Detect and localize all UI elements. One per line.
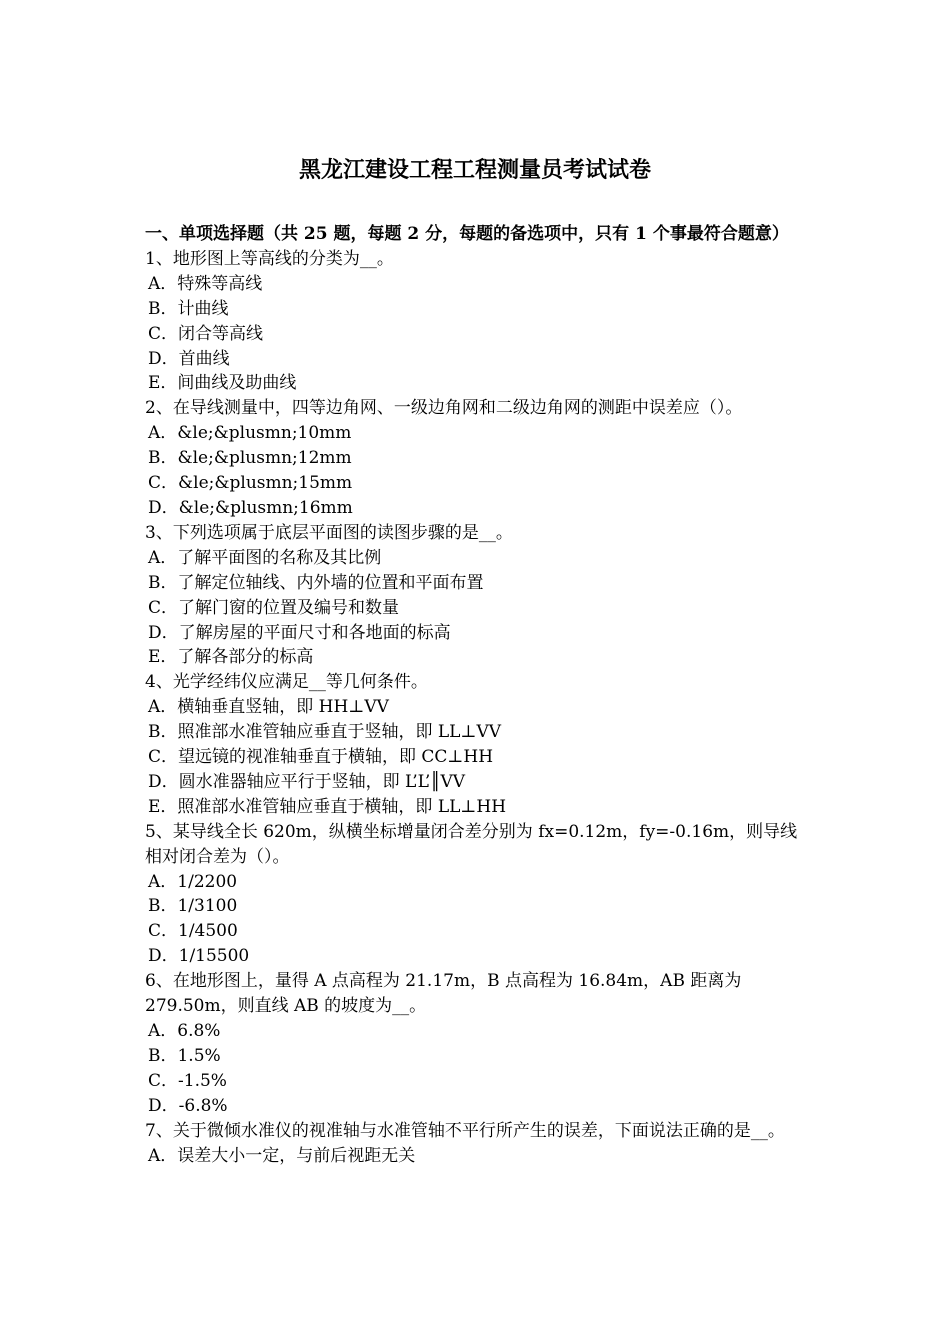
option-c: C．望远镜的视准轴垂直于横轴，即 CC⊥HH <box>148 747 494 768</box>
question-text: 6、在地形图上，量得 A 点高程为 21.17m，B 点高程为 16.84m，AB 距离为 279.50m，则直线 AB 的坡度为__。 <box>145 971 742 1017</box>
option-a: A．6.8% <box>148 1021 221 1041</box>
question-text: 3、下列选项属于底层平面图的读图步骤的是__。 <box>145 522 513 543</box>
question-2 <box>145 396 813 521</box>
document-title: 黑龙江建设工程工程测量员考试试卷 <box>298 157 651 183</box>
question-1 <box>145 247 813 396</box>
option-c: C．-1.5% <box>148 1070 227 1091</box>
question-text: 2、在导线测量中，四等边角网、一级边角网和二级边角网的测距中误差应（）。 <box>145 398 743 419</box>
option-b: B．1.5% <box>148 1045 221 1066</box>
option-a: A．1/2200 <box>148 871 238 892</box>
option-a: A．误差大小一定，与前后视距无关 <box>148 1145 416 1166</box>
exam-content <box>145 222 813 1168</box>
option-a: A．了解平面图的名称及其比例 <box>148 547 382 568</box>
option-d: D．-6.8% <box>148 1095 228 1116</box>
option-c: C．1/4500 <box>148 921 238 942</box>
option-d: D．了解房屋的平面尺寸和各地面的标高 <box>148 622 451 643</box>
question-text: 4、光学经纬仪应满足__等几何条件。 <box>145 672 428 693</box>
question-5 <box>145 820 813 969</box>
option-a: A．横轴垂直竖轴，即 HH⊥VV <box>148 697 389 718</box>
option-d: D．1/15500 <box>148 946 250 967</box>
question-6 <box>145 969 813 1118</box>
option-b: B．&le;&plusmn;12mm <box>148 448 352 469</box>
question-7 <box>145 1119 813 1169</box>
question-3 <box>145 521 813 670</box>
option-b: B．了解定位轴线、内外墙的位置和平面布置 <box>148 572 484 593</box>
question-4 <box>145 670 813 819</box>
option-a: A．特殊等高线 <box>148 273 263 294</box>
option-c: C．&le;&plusmn;15mm <box>148 473 353 494</box>
option-d: D．圆水准器轴应平行于竖轴，即 L’L’║VV <box>148 771 466 792</box>
question-text: 5、某导线全长 620m，纵横坐标增量闭合差分别为 fx=0.12m，fy=-0.16m，则导线相对闭合差为（）。 <box>145 821 798 867</box>
option-c: C．闭合等高线 <box>148 323 264 344</box>
option-e: E．了解各部分的标高 <box>148 647 314 668</box>
question-text: 7、关于微倾水准仪的视准轴与水准管轴不平行所产生的误差，下面说法正确的是__。 <box>145 1120 785 1141</box>
option-c: C．了解门窗的位置及编号和数量 <box>148 597 400 618</box>
question-text: 1、地形图上等高线的分类为__。 <box>145 248 394 269</box>
option-b: B．照准部水准管轴应垂直于竖轴，即 LL⊥VV <box>148 722 502 743</box>
option-b: B．1/3100 <box>148 896 238 917</box>
option-a: A．&le;&plusmn;10mm <box>148 423 352 444</box>
option-e: E．间曲线及助曲线 <box>148 373 297 394</box>
option-d: D．首曲线 <box>148 348 230 369</box>
option-b: B．计曲线 <box>148 298 229 319</box>
option-d: D．&le;&plusmn;16mm <box>148 497 353 518</box>
option-e: E．照准部水准管轴应垂直于横轴，即 LL⊥HH <box>148 796 507 817</box>
section-heading: 一、单项选择题（共 25 题，每题 2 分，每题的备选项中，只有 1 个事最符合题意） <box>145 224 789 244</box>
